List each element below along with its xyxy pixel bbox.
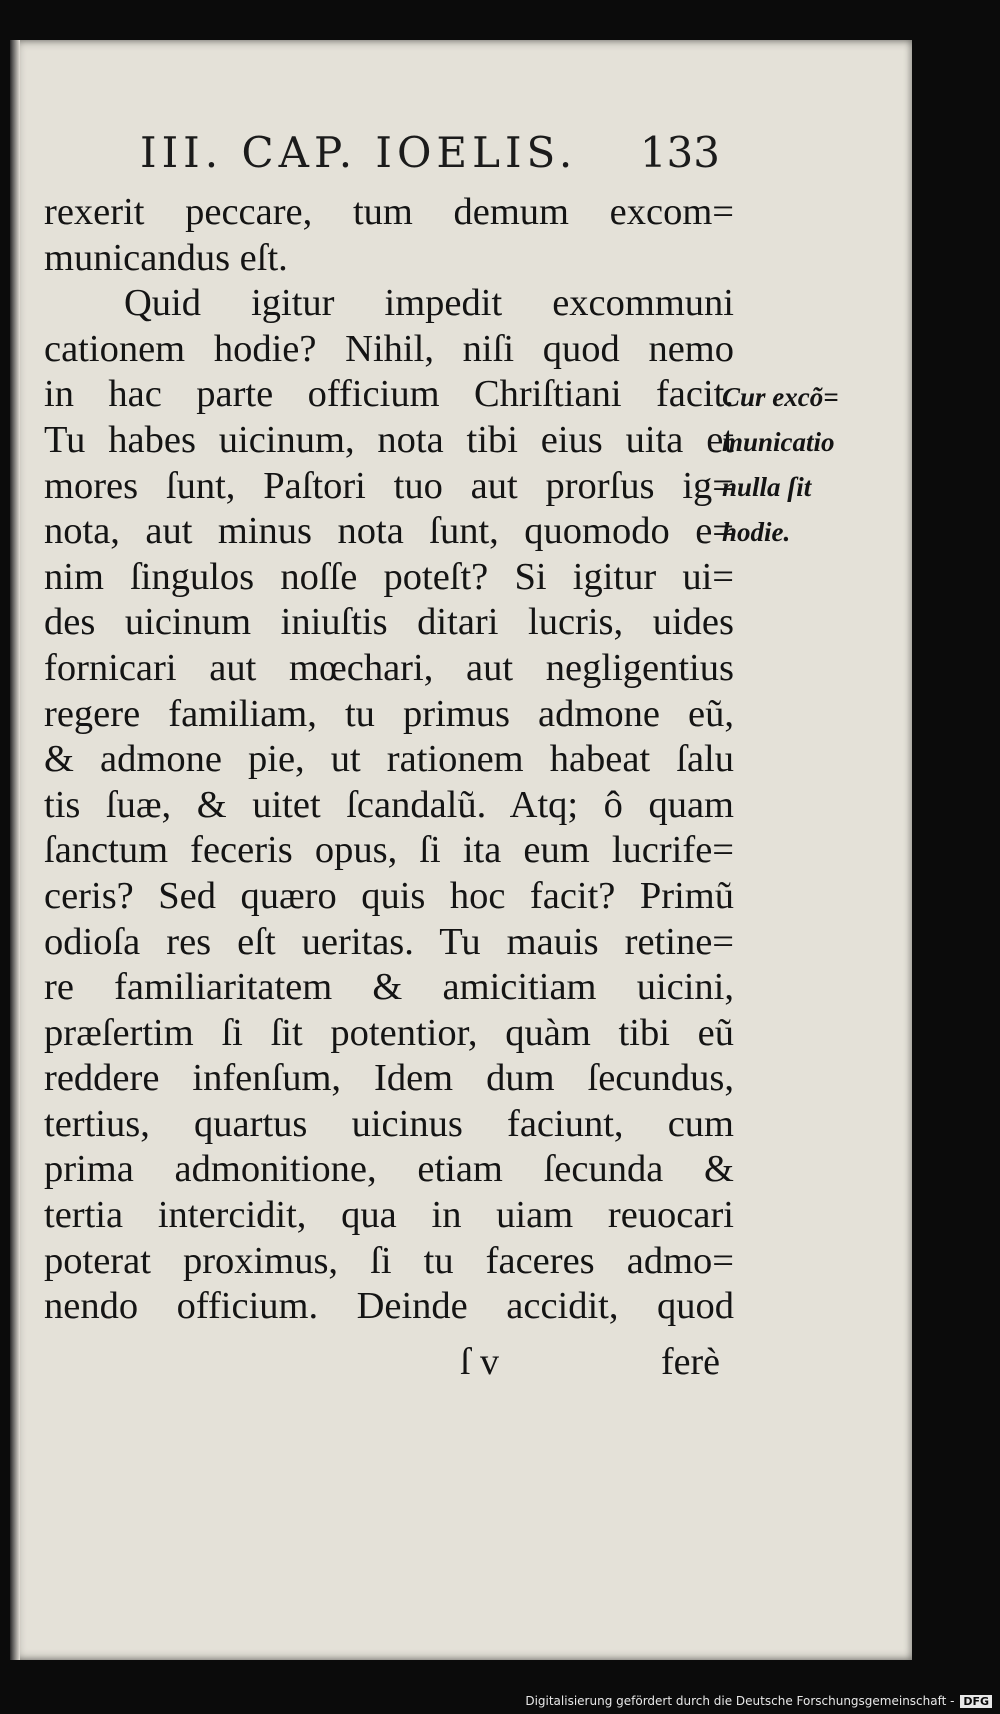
text-line: fornicari aut mœchari, aut negligentius — [44, 646, 734, 689]
text-line: des uicinum iniuſtis ditari lucris, uides — [44, 601, 734, 644]
text-line: reddere infenſum, Idem dum ſecundus, — [44, 1057, 734, 1100]
text-line: re familiaritatem & amicitiam uicini, — [44, 966, 734, 1009]
text-line: regere familiam, tu primus admone eũ, — [44, 692, 734, 735]
text-line: mores ſunt, Paſtori tuo aut prorſus ig= — [44, 464, 734, 507]
text-line: Tu habes uicinum, nota tibi eius uita et — [44, 418, 734, 461]
text-line: ſanctum feceris opus, ſi ita eum lucrife= — [44, 829, 734, 872]
text-line: prima admonitione, etiam ſecunda & — [44, 1148, 734, 1191]
running-head — [140, 128, 720, 177]
text-line: municandus eſt. — [44, 236, 288, 279]
text-line: poterat proximus, ſi tu faceres admo= — [44, 1239, 734, 1282]
text-line: odioſa res eſt ueritas. Tu mauis retine= — [44, 920, 734, 963]
page-gutter — [10, 40, 20, 1660]
body-text — [44, 190, 734, 1330]
text-line: tis ſuæ, & uitet ſcandalũ. Atq; ô quam — [44, 783, 734, 826]
text-line: in hac parte officium Chriſtiani facit. — [44, 373, 734, 416]
text-line: Quid igitur impedit excommuni — [124, 282, 734, 325]
catchword: ferè — [660, 1341, 720, 1383]
dfg-badge: DFG — [960, 1695, 992, 1708]
credit-text: Digitalisierung gefördert durch die Deutsche Forschungsgemeinschaft - — [525, 1694, 955, 1708]
marginal-note-line: Cur excõ= — [722, 382, 839, 412]
text-line: tertius, quartus uicinus faciunt, cum — [44, 1102, 734, 1145]
marginal-note — [722, 375, 872, 555]
marginal-note-line: nulla ſit — [722, 472, 812, 502]
running-head-title: III. CAP. IOELIS. — [140, 128, 578, 177]
page-number: 133 — [639, 128, 720, 177]
signature-mark: ſ v — [460, 1341, 500, 1383]
text-line: nendo officium. Deinde accidit, quod — [44, 1285, 734, 1328]
text-line: nim ſingulos noſſe poteſt? Si igitur ui= — [44, 555, 734, 598]
text-line: ceris? Sed quæro quis hoc facit? Primũ — [44, 874, 734, 917]
text-line: & admone pie, ut rationem habeat ſalu — [44, 738, 734, 781]
text-line: cationem hodie? Nihil, niſi quod nemo — [44, 327, 734, 370]
digitization-credit — [525, 1694, 992, 1708]
book-page — [10, 40, 912, 1660]
text-line: tertia intercidit, qua in uiam reuocari — [44, 1194, 734, 1237]
marginal-note-line: municatio — [722, 427, 835, 457]
text-line: nota, aut minus nota ſunt, quomodo e= — [44, 510, 734, 553]
text-line: præſertim ſi ſit potentior, quàm tibi eũ — [44, 1011, 734, 1054]
marginal-note-line: hodie. — [722, 517, 791, 547]
text-line: rexerit peccare, tum demum excom= — [44, 191, 734, 233]
